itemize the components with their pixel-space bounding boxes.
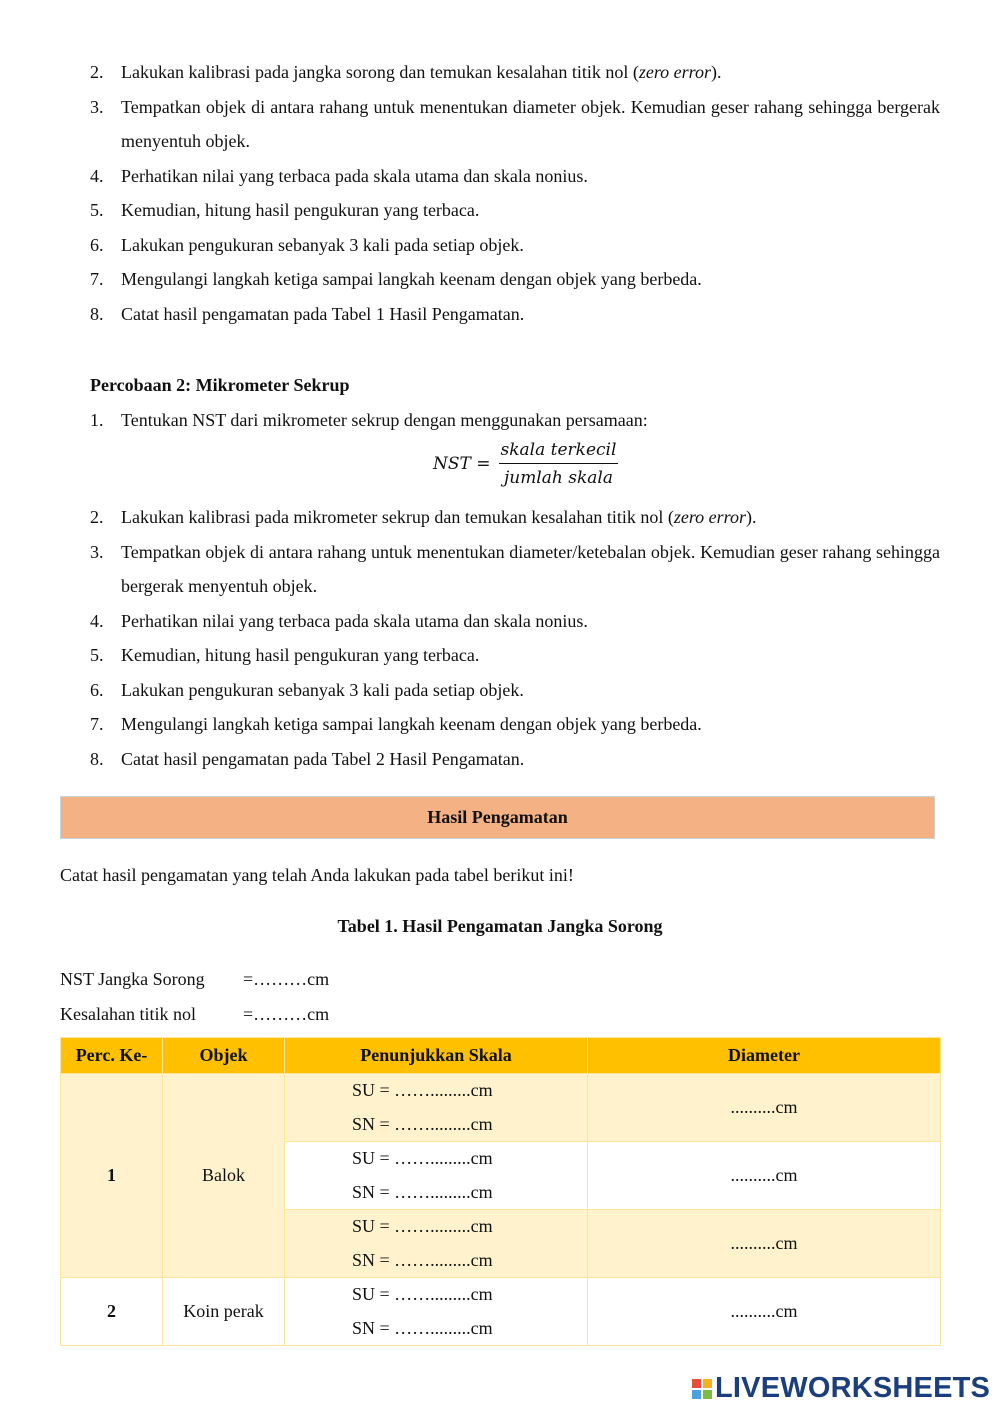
sn-value[interactable]: SN = …….........cm [352,1113,493,1134]
procedure-list-1 [90,55,940,331]
table-row [61,1278,941,1346]
list-item-text: Tentukan NST dari mikrometer sekrup dengan menggunakan persamaan: [121,410,648,430]
object-name: Koin perak [163,1278,285,1346]
list-item [90,55,940,90]
header-skala: Penunjukkan Skala [285,1038,588,1074]
formula-lhs: NST = [433,454,491,474]
list-item-emphasis: zero error [638,62,712,82]
list-item-text-part: Mengulangi langkah ketiga sampai langkah keenam dengan objek yang berbeda. [121,269,702,289]
formula-numerator: skala terkecil [499,440,619,464]
list-item-text-part: Tempatkan objek di antara rahang untuk menentukan diameter/ketebalan objek. Kemudian geser rahang sehingga bergerak menyentuh objek. [121,541,940,596]
list-item-text [121,638,940,673]
list-item-number: 6. [90,679,104,700]
list-item-text-part: Lakukan kalibrasi pada jangka sorong dan temukan kesalahan titik nol ( [121,62,639,82]
list-item-number: 4. [90,165,104,186]
list-item [90,604,940,639]
logo-square [692,1379,701,1388]
object-name: Balok [163,1074,285,1278]
list-item-number: 4. [90,610,104,631]
list-item-text-part: Tempatkan objek di antara rahang untuk menentukan diameter objek. Kemudian geser rahang sehingga bergerak menyentuh objek. [121,96,940,151]
logo-square [703,1390,712,1399]
zero-error-value[interactable]: =………cm [243,1004,330,1024]
list-item-number: 5. [90,645,104,665]
instruction-text: Catat hasil pengamatan yang telah Anda lakukan pada tabel berikut ini! [60,865,574,885]
sn-value[interactable]: SN = …….........cm [352,1317,493,1338]
scale-reading[interactable] [285,1210,588,1278]
list-item-text [121,159,940,194]
list-item-text-part: ). [711,62,722,82]
list-item-text [121,535,940,604]
list-item-number: 2. [90,62,104,82]
list-item-number: 1. [90,410,104,430]
diameter-value[interactable]: ..........cm [588,1210,941,1278]
logo-icon [692,1379,712,1399]
nst-formula [433,440,618,488]
su-value[interactable]: SU = …….........cm [352,1080,493,1100]
list-item-text-part: Lakukan pengukuran sebanyak 3 kali pada setiap objek. [121,679,524,700]
formula-denominator: jumlah skala [503,468,613,488]
header-objek: Objek [163,1038,285,1074]
list-item [90,707,940,742]
list-item-emphasis: zero error [673,507,746,527]
list-item [90,403,940,438]
scale-reading[interactable] [285,1074,588,1142]
list-item-text [121,193,940,228]
diameter-value[interactable]: ..........cm [588,1142,941,1210]
scale-reading[interactable] [285,1278,588,1346]
su-value[interactable]: SU = …….........cm [352,1284,493,1304]
table-row [61,1074,941,1142]
su-value[interactable]: SU = …….........cm [352,1148,493,1168]
list-item-text-part: Catat hasil pengamatan pada Tabel 2 Hasil Pengamatan. [121,748,525,769]
list-item-number: 6. [90,234,104,255]
su-value[interactable]: SU = …….........cm [352,1216,493,1236]
perc-number: 1 [61,1074,163,1278]
list-item-text-part: Kemudian, hitung hasil pengukuran yang terbaca. [121,645,480,665]
list-item-text-part: Lakukan kalibrasi pada mikrometer sekrup dan temukan kesalahan titik nol ( [121,507,674,527]
table-header-row [61,1038,941,1074]
list-item [90,742,940,777]
sn-value[interactable]: SN = …….........cm [352,1181,493,1202]
perc-number: 2 [61,1278,163,1346]
list-item-text [121,262,940,297]
procedure-list-2 [90,500,940,776]
list-item-text-part: Perhatikan nilai yang terbaca pada skala utama dan skala nonius. [121,165,588,186]
list-item [90,673,940,708]
list-item-number: 7. [90,714,104,734]
list-item-text-part: Kemudian, hitung hasil pengukuran yang terbaca. [121,200,480,220]
nst-value[interactable]: =………cm [243,969,330,989]
logo-text: LIVEWORKSHEETS [715,1372,991,1404]
list-item-number: 3. [90,541,104,562]
list-item [90,297,940,332]
table-title: Tabel 1. Hasil Pengamatan Jangka Sorong [337,916,663,936]
list-item-text [121,297,940,332]
scale-reading[interactable] [285,1142,588,1210]
list-item [90,535,940,604]
list-item [90,262,940,297]
sn-value[interactable]: SN = …….........cm [352,1249,493,1270]
list-item [90,638,940,673]
list-item [90,90,940,159]
list-item [90,193,940,228]
list-item-text [121,673,940,708]
diameter-value[interactable]: ..........cm [588,1278,941,1346]
nst-label: NST Jangka Sorong [60,969,205,989]
list-item-text-part: Catat hasil pengamatan pada Tabel 1 Hasil Pengamatan. [121,303,525,324]
formula-fraction [499,440,619,488]
diameter-value[interactable]: ..........cm [588,1074,941,1142]
list-item-text [121,228,940,263]
zero-error-label: Kesalahan titik nol [60,1004,196,1024]
list-item-text-part: ). [746,507,757,527]
section-banner: Hasil Pengamatan [60,796,935,839]
list-item-number: 8. [90,748,104,769]
nst-row [60,969,329,990]
zero-error-row [60,1004,329,1025]
list-item [90,159,940,194]
section-heading: Percobaan 2: Mikrometer Sekrup [90,375,350,395]
liveworksheets-logo [692,1372,990,1405]
list-item-text [121,604,940,639]
logo-square [692,1390,701,1399]
list-item-number: 7. [90,269,104,289]
list-item-text [121,90,940,159]
list-item [90,228,940,263]
logo-square [703,1379,712,1388]
list-item-text [121,742,940,777]
list-item-text-part: Mengulangi langkah ketiga sampai langkah keenam dengan objek yang berbeda. [121,714,702,734]
list-item-text-part: Perhatikan nilai yang terbaca pada skala utama dan skala nonius. [121,610,588,631]
list-item-number: 8. [90,303,104,324]
observation-table [60,1037,941,1346]
list-item [90,500,940,535]
header-diameter: Diameter [588,1038,941,1074]
procedure-list-2-step1 [90,403,940,438]
list-item-text [121,55,940,90]
list-item-text-part: Lakukan pengukuran sebanyak 3 kali pada setiap objek. [121,234,524,255]
list-item-text [121,707,940,742]
list-item-number: 2. [90,507,104,527]
header-perc: Perc. Ke- [61,1038,163,1074]
list-item-text [121,500,940,535]
list-item-number: 3. [90,96,104,117]
list-item-number: 5. [90,200,104,220]
